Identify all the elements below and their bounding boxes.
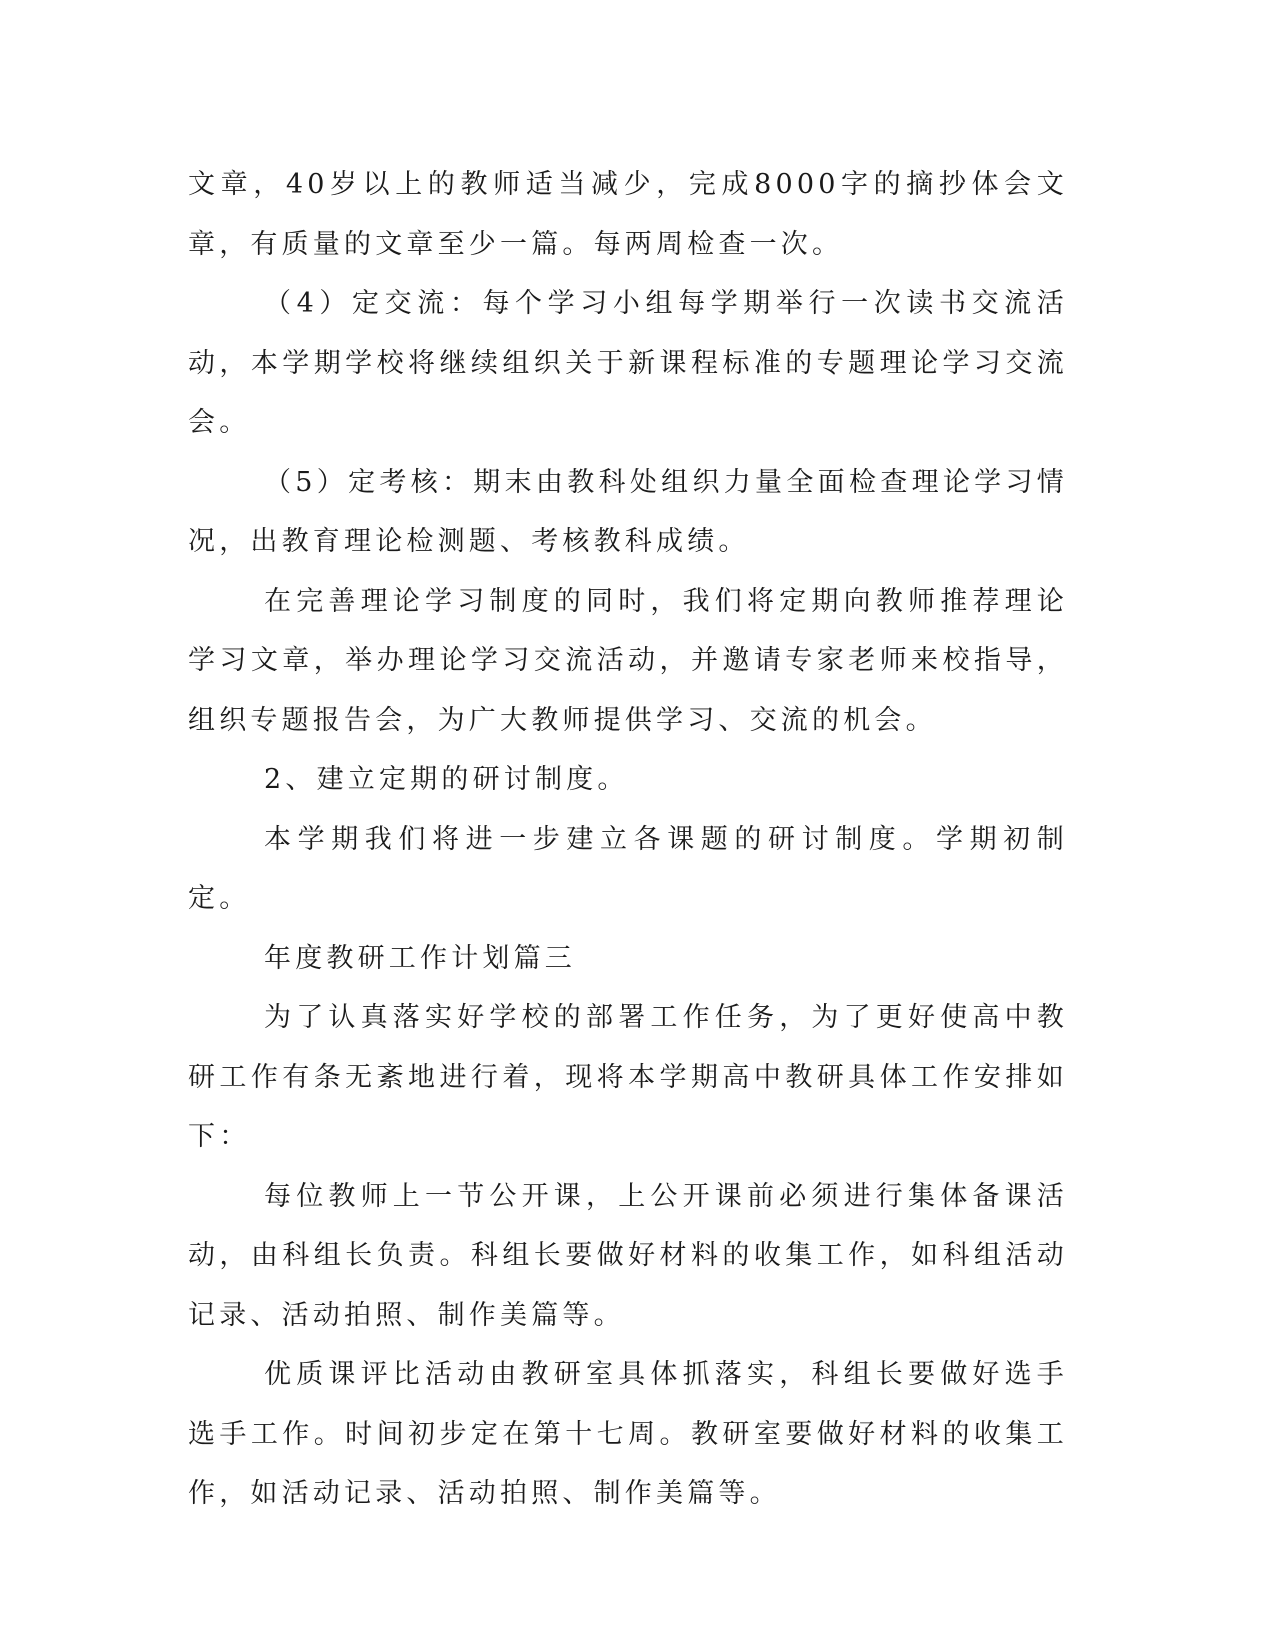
- paragraph-open-class: 每位教师上一节公开课，上公开课前必须进行集体备课活动，由科组长负责。科组长要做好材料的收集工作，如科组活动记录、活动拍照、制作美篇等。: [188, 1180, 1068, 1331]
- paragraph-continued-article-requirement: 文章，40岁以上的教师适当减少，完成8000字的摘抄体会文章，有质量的文章至少一篇。每两周检查一次。: [188, 169, 1068, 260]
- paragraph-intro-arrangement: 为了认真落实好学校的部署工作任务，为了更好使高中教研工作有条无紊地进行着，现将本学期高中教研具体工作安排如下：: [188, 1002, 1068, 1152]
- paragraph-item-4-exchange: （4）定交流：每个学习小组每学期举行一次读书交流活动，本学期学校将继续组织关于新课程标准的专题理论学习交流会。: [188, 288, 1068, 438]
- paragraph-theory-study-support: 在完善理论学习制度的同时，我们将定期向教师推荐理论学习文章，举办理论学习交流活动，并邀请专家老师来校指导，组织专题报告会，为广大教师提供学习、交流的机会。: [188, 585, 1068, 736]
- paragraph-quality-class-competition: 优质课评比活动由教研室具体抓落实，科组长要做好选手选手工作。时间初步定在第十七周。教研室要做好材料的收集工作，如活动记录、活动拍照、制作美篇等。: [188, 1359, 1068, 1509]
- section-title-part-three: 年度教研工作计划篇三: [264, 942, 576, 974]
- document-body: [188, 155, 1068, 1524]
- paragraph-item-5-assessment: （5）定考核：期末由教科处组织力量全面检查理论学习情况，出教育理论检测题、考核教科成绩。: [188, 466, 1068, 557]
- paragraph-seminar-plan: 本学期我们将进一步建立各课题的研讨制度。学期初制定。: [188, 823, 1068, 914]
- paragraph-heading-seminar-system: 2、建立定期的研讨制度。: [264, 764, 629, 795]
